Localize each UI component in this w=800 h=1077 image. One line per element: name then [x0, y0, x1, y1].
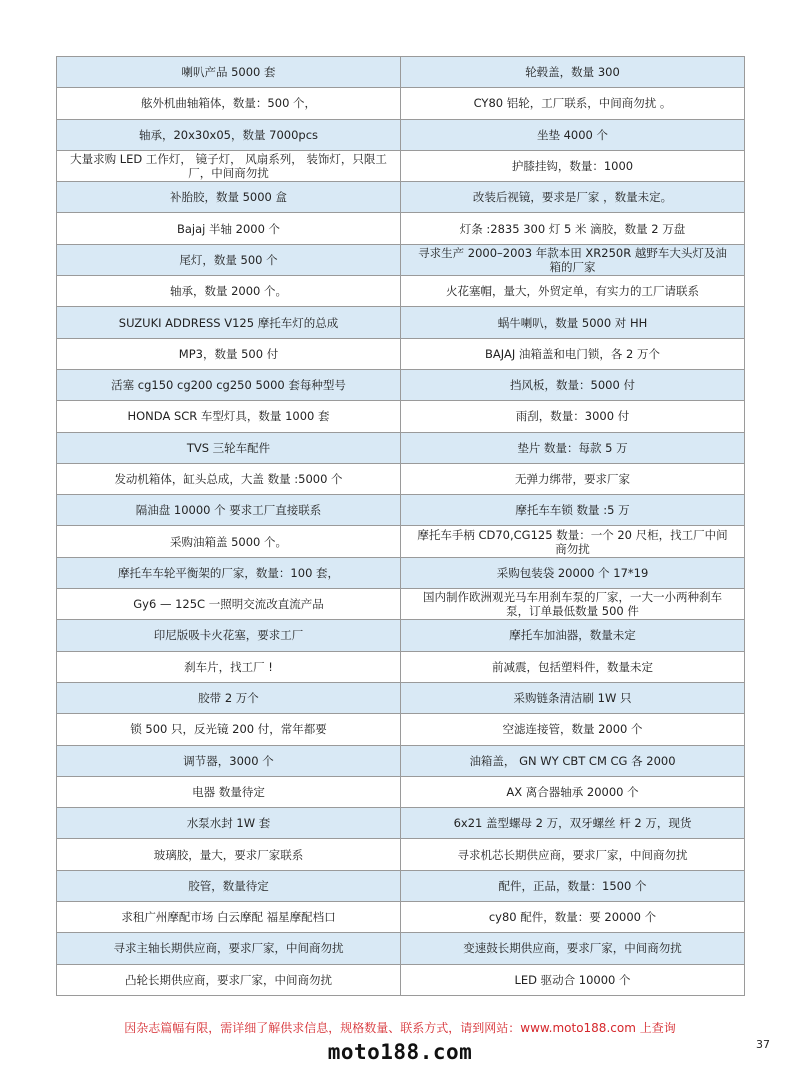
left-cell: 隔油盘 10000 个 要求工厂直接联系 [57, 495, 401, 526]
table-row [57, 213, 745, 244]
table-row [57, 276, 745, 307]
table-row [57, 933, 745, 964]
footer-notice: 因杂志篇幅有限，需详细了解供求信息，规格数量、联系方式，请到网站：www.moto188.com 上查询 [124, 1021, 676, 1035]
table-row [57, 119, 745, 150]
table-row [57, 244, 745, 275]
right-cell: 灯条 :2835 300 灯 5 米 滴胶，数量 2 万盘 [401, 213, 745, 244]
left-cell: 补胎胶，数量 5000 盒 [57, 182, 401, 213]
demand-table [56, 56, 745, 996]
page-number: 37 [756, 1038, 770, 1051]
right-cell: 护膝挂钩，数量：1000 [401, 150, 745, 181]
table-row [57, 714, 745, 745]
right-cell: 空滤连接管，数量 2000 个 [401, 714, 745, 745]
right-cell: 寻求机芯长期供应商，要求厂家，中间商勿扰 [401, 839, 745, 870]
left-cell: 舷外机曲轴箱体，数量：500 个， [57, 88, 401, 119]
table-row [57, 839, 745, 870]
left-cell: HONDA SCR 车型灯具，数量 1000 套 [57, 401, 401, 432]
right-cell: LED 驱动合 10000 个 [401, 964, 745, 995]
site-logo: moto188.com [327, 1040, 473, 1064]
table-row [57, 401, 745, 432]
right-cell: 轮毂盖，数量 300 [401, 57, 745, 88]
table-row [57, 338, 745, 369]
table-row [57, 651, 745, 682]
right-cell: 坐垫 4000 个 [401, 119, 745, 150]
right-cell: 6x21 盖型螺母 2 万，双牙螺丝 杆 2 万，现货 [401, 808, 745, 839]
left-cell: 轴承，20x30x05，数量 7000pcs [57, 119, 401, 150]
right-cell: 配件，正品，数量：1500 个 [401, 870, 745, 901]
right-cell: 改装后视镜，要求是厂家 ，数量未定。 [401, 182, 745, 213]
left-cell: SUZUKI ADDRESS V125 摩托车灯的总成 [57, 307, 401, 338]
right-cell: 变速鼓长期供应商，要求厂家，中间商勿扰 [401, 933, 745, 964]
right-cell: 前减震，包括塑料件，数量未定 [401, 651, 745, 682]
table-row [57, 902, 745, 933]
table-row [57, 463, 745, 494]
left-cell: TVS 三轮车配件 [57, 432, 401, 463]
left-cell: 摩托车车轮平衡架的厂家，数量：100 套， [57, 557, 401, 588]
left-cell: Bajaj 半轴 2000 个 [57, 213, 401, 244]
left-cell: 发动机箱体，缸头总成，大盖 数量 :5000 个 [57, 463, 401, 494]
table-row [57, 964, 745, 995]
table-row [57, 745, 745, 776]
table-row [57, 870, 745, 901]
left-cell: 轴承，数量 2000 个。 [57, 276, 401, 307]
table-row [57, 150, 745, 181]
right-cell: CY80 铝轮，工厂联系，中间商勿扰 。 [401, 88, 745, 119]
right-cell: 摩托车车锁 数量 :5 万 [401, 495, 745, 526]
table-row [57, 682, 745, 713]
table-row [57, 776, 745, 807]
right-cell: 采购链条清洁刷 1W 只 [401, 682, 745, 713]
left-cell: Gy6 — 125C 一照明交流改直流产品 [57, 589, 401, 620]
right-cell: AX 离合器轴承 20000 个 [401, 776, 745, 807]
right-cell: 蜗牛喇叭，数量 5000 对 HH [401, 307, 745, 338]
table-row [57, 57, 745, 88]
right-cell: 采购包装袋 20000 个 17*19 [401, 557, 745, 588]
table-row [57, 589, 745, 620]
table-row [57, 182, 745, 213]
right-cell: cy80 配件，数量：要 20000 个 [401, 902, 745, 933]
left-cell: 寻求主轴长期供应商，要求厂家，中间商勿扰 [57, 933, 401, 964]
table-row [57, 526, 745, 557]
table-row [57, 432, 745, 463]
table-row [57, 307, 745, 338]
table-row [57, 557, 745, 588]
right-cell: 挡风板，数量：5000 付 [401, 369, 745, 400]
right-cell: 寻求生产 2000–2003 年款本田 XR250R 越野车大头灯及油箱的厂家 [401, 244, 745, 275]
right-cell: BAJAJ 油箱盖和电门锁，各 2 万个 [401, 338, 745, 369]
right-cell: 摩托车加油器，数量未定 [401, 620, 745, 651]
right-cell: 雨刮，数量：3000 付 [401, 401, 745, 432]
left-cell: 采购油箱盖 5000 个。 [57, 526, 401, 557]
table-row [57, 369, 745, 400]
table-row [57, 620, 745, 651]
left-cell: 电器 数量待定 [57, 776, 401, 807]
right-cell: 火花塞帽，量大，外贸定单，有实力的工厂请联系 [401, 276, 745, 307]
left-cell: 胶管，数量待定 [57, 870, 401, 901]
table-row [57, 808, 745, 839]
left-cell: 求租广州摩配市场 白云摩配 福星摩配档口 [57, 902, 401, 933]
left-cell: 调节器，3000 个 [57, 745, 401, 776]
left-cell: 刹车片，找工厂 ! [57, 651, 401, 682]
left-cell: 大量求购 LED 工作灯， 镜子灯， 风扇系列， 装饰灯，只限工厂，中间商勿扰 [57, 150, 401, 181]
left-cell: 凸轮长期供应商，要求厂家，中间商勿扰 [57, 964, 401, 995]
demand-rows [57, 57, 745, 996]
table-row [57, 88, 745, 119]
left-cell: 印尼版吸卡火花塞，要求工厂 [57, 620, 401, 651]
left-cell: 水泵水封 1W 套 [57, 808, 401, 839]
left-cell: 喇叭产品 5000 套 [57, 57, 401, 88]
left-cell: 尾灯，数量 500 个 [57, 244, 401, 275]
left-cell: 胶带 2 万个 [57, 682, 401, 713]
right-cell: 国内制作欧洲观光马车用刹车泵的厂家，一大一小两种刹车泵，订单最低数量 500 件 [401, 589, 745, 620]
left-cell: 玻璃胶，量大，要求厂家联系 [57, 839, 401, 870]
left-cell: 活塞 cg150 cg200 cg250 5000 套每种型号 [57, 369, 401, 400]
right-cell: 摩托车手柄 CD70,CG125 数量：一个 20 尺柜，找工厂中间商勿扰 [401, 526, 745, 557]
table-row [57, 495, 745, 526]
left-cell: MP3，数量 500 付 [57, 338, 401, 369]
right-cell: 垫片 数量：每款 5 万 [401, 432, 745, 463]
right-cell: 无弹力绑带，要求厂家 [401, 463, 745, 494]
left-cell: 锁 500 只，反光镜 200 付，常年都要 [57, 714, 401, 745]
right-cell: 油箱盖， GN WY CBT CM CG 各 2000 [401, 745, 745, 776]
